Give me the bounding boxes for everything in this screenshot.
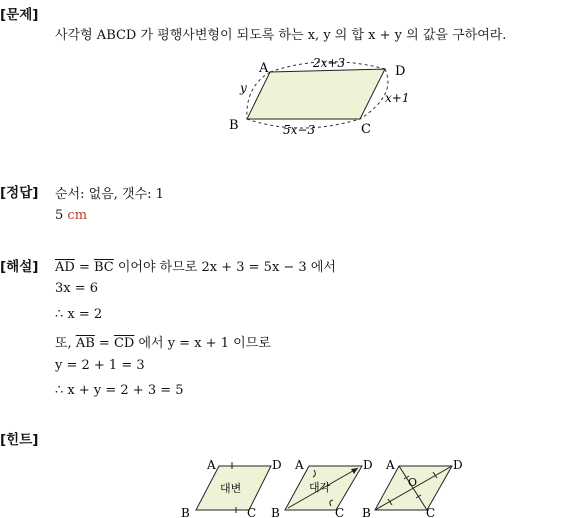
solution-line3: ∴ x = 2 bbox=[55, 307, 103, 322]
solution-line2: 3x = 6 bbox=[55, 281, 99, 296]
svg-text:C: C bbox=[426, 506, 436, 518]
hint-figure-opposite-angles bbox=[271, 458, 373, 518]
hint-center-label: O bbox=[408, 476, 418, 489]
answer-line1: 순서: 없음, 갯수: 1 bbox=[55, 187, 164, 202]
hint-opposite-sides-text: 대변 bbox=[220, 482, 242, 495]
left-side-label: y bbox=[240, 81, 247, 95]
bottom-side-label: 5x−3 bbox=[283, 123, 316, 137]
top-side-label: 2x+3 bbox=[313, 56, 346, 70]
segment-ad: $\overline{AD}$ bbox=[55, 260, 75, 275]
vertex-b: B bbox=[229, 118, 239, 133]
svg-text:A: A bbox=[386, 458, 395, 472]
segment-ab: $\overline{AB}$ bbox=[75, 336, 95, 351]
answer-label: [정답] bbox=[0, 185, 39, 201]
solution-label: [해설] bbox=[0, 259, 39, 275]
svg-text:C: C bbox=[335, 506, 345, 518]
svg-text:D: D bbox=[363, 458, 373, 472]
segment-bc: $\overline{BC}$ bbox=[93, 260, 114, 275]
answer-unit: cm bbox=[67, 208, 88, 223]
parallelogram-shape bbox=[247, 69, 385, 119]
answer-value: 5 bbox=[55, 208, 64, 223]
hint-figure-opposite-sides bbox=[181, 458, 282, 518]
vertex-a: A bbox=[259, 61, 269, 76]
svg-text:D: D bbox=[272, 458, 282, 472]
solution-line1: $\overline{AD} = \overline{BC}$ 이어야 하므로 2x + 3 = 5x − 3 에서 bbox=[55, 260, 336, 275]
question-figure bbox=[225, 55, 425, 145]
segment-cd: $\overline{CD}$ bbox=[113, 336, 135, 351]
svg-text:A: A bbox=[207, 458, 216, 472]
solution-line5: y = 2 + 1 = 3 bbox=[55, 358, 145, 373]
hint-label: [힌트] bbox=[0, 432, 39, 448]
hint-opposite-angles-text: 대각 bbox=[309, 481, 331, 494]
hint-figure-diagonals bbox=[362, 458, 463, 518]
svg-text:B: B bbox=[362, 506, 371, 518]
question-label: [문제] bbox=[0, 7, 39, 23]
svg-text:A: A bbox=[295, 458, 304, 472]
svg-text:C: C bbox=[247, 506, 257, 518]
svg-text:B: B bbox=[271, 506, 280, 518]
svg-text:D: D bbox=[453, 458, 463, 472]
solution-line4: 또, $\overline{AB} = \overline{CD}$ 에서 y = x + 1 이므로 bbox=[55, 336, 271, 351]
solution-line6: ∴ x + y = 2 + 3 = 5 bbox=[55, 383, 184, 398]
vertex-d: D bbox=[395, 64, 406, 79]
question-text: 사각형 ABCD 가 평행사변형이 되도록 하는 x, y 의 합 x + y 의 값을 구하여라. bbox=[55, 28, 507, 43]
right-side-label: x+1 bbox=[385, 91, 410, 105]
answer-line2 bbox=[55, 208, 87, 223]
hint-figures bbox=[175, 455, 475, 518]
vertex-c: C bbox=[361, 122, 371, 137]
svg-text:B: B bbox=[181, 506, 190, 518]
